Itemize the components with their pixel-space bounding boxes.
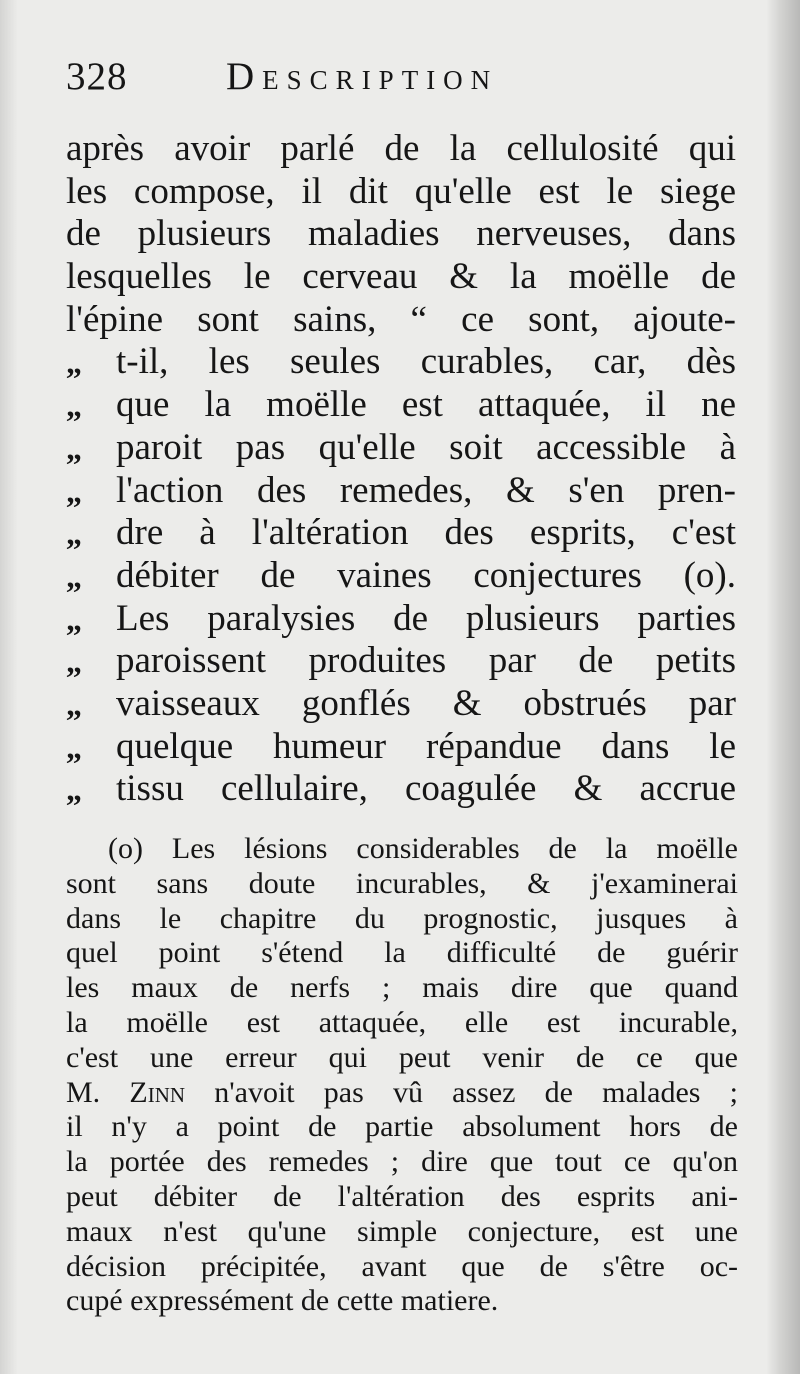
quoted-text-line: „ l'action des remedes, & s'en pren- <box>66 469 736 511</box>
footnote-line: les maux de nerfs ; mais dire que quand <box>66 971 738 1005</box>
footnote-line: sont sans doute incurables, & j'examinerai <box>66 866 738 900</box>
quoted-text-line: „ quelque humeur répandue dans le <box>66 725 736 767</box>
footnote-text: M. <box>66 1075 130 1109</box>
footnote-line <box>66 1076 738 1111</box>
quotation-mark: „ <box>66 429 82 466</box>
footnote-line: la moëlle est attaquée, elle est incurable, <box>66 1005 738 1039</box>
quoted-text-line: „ vaisseaux gonflés & obstrués par <box>66 682 736 724</box>
footnote-line: quel point s'étend la difficulté de guérir <box>66 936 738 970</box>
page-number: 328 <box>66 55 128 98</box>
text-line: après avoir parlé de la cellulosité qui <box>66 128 736 169</box>
footnote-block <box>66 832 738 1319</box>
running-title: Description <box>226 55 499 98</box>
main-text-block <box>66 128 736 811</box>
page-edge-shadow <box>766 0 800 1374</box>
running-head <box>66 52 626 102</box>
footnote-line: (o) Les lésions considerables de la moëlle <box>108 832 738 865</box>
quoted-text-line: „ paroissent produites par de petits <box>66 640 736 682</box>
footnote-line: peut débiter de l'altération des esprits ani- <box>66 1179 738 1213</box>
quotation-mark: „ <box>66 472 82 509</box>
quotation-mark: „ <box>66 600 82 637</box>
footnote-line: cupé expressément de cette matiere. <box>66 1284 499 1318</box>
quotation-mark: „ <box>66 344 82 381</box>
footnote-line: maux n'est qu'une simple conjecture, est une <box>66 1214 738 1248</box>
text-line: les compose, il dit qu'elle est le siege <box>66 170 736 212</box>
quotation-mark: „ <box>66 515 82 552</box>
quoted-text-line: „ t-il, les seules curables, car, dès <box>66 341 736 383</box>
text-line: lesquelles le cerveau & la moëlle de <box>66 256 736 298</box>
footnote-text: n'avoit pas vû assez de malades ; <box>185 1075 738 1109</box>
quotation-mark: „ <box>66 387 82 424</box>
footnote-line: dans le chapitre du prognostic, jusques à <box>66 901 738 935</box>
quoted-text-line: „ Les paralysies de plusieurs parties <box>66 597 736 639</box>
author-name: Zinn <box>129 1075 186 1109</box>
footnote-line: la portée des remedes ; dire que tout ce qu'on <box>66 1145 738 1179</box>
quoted-text-line: „ paroit pas qu'elle soit accessible à <box>66 426 736 468</box>
quotation-mark: „ <box>66 685 82 722</box>
quoted-text-line: „ que la moëlle est attaquée, il ne <box>66 384 736 426</box>
footnote-line: décision précipitée, avant que de s'être oc- <box>66 1249 738 1283</box>
quoted-text-line: „ tissu cellulaire, coagulée & accrue <box>66 768 736 810</box>
page-gutter-shadow <box>0 0 18 1374</box>
footnote-line: il n'y a point de partie absolument hors de <box>66 1110 738 1144</box>
quotation-mark: „ <box>66 557 82 594</box>
footnote-line: c'est une erreur qui peut venir de ce que <box>66 1040 738 1074</box>
quotation-mark: „ <box>66 643 82 680</box>
quotation-mark: „ <box>66 771 82 808</box>
quotation-mark: „ <box>66 728 82 765</box>
quoted-text-line: „ débiter de vaines conjectures (o). <box>66 554 736 596</box>
quoted-text-line: „ dre à l'altération des esprits, c'est <box>66 512 736 554</box>
text-line: de plusieurs maladies nerveuses, dans <box>66 213 736 255</box>
text-line: l'épine sont sains, “ ce sont, ajoute- <box>66 298 736 340</box>
